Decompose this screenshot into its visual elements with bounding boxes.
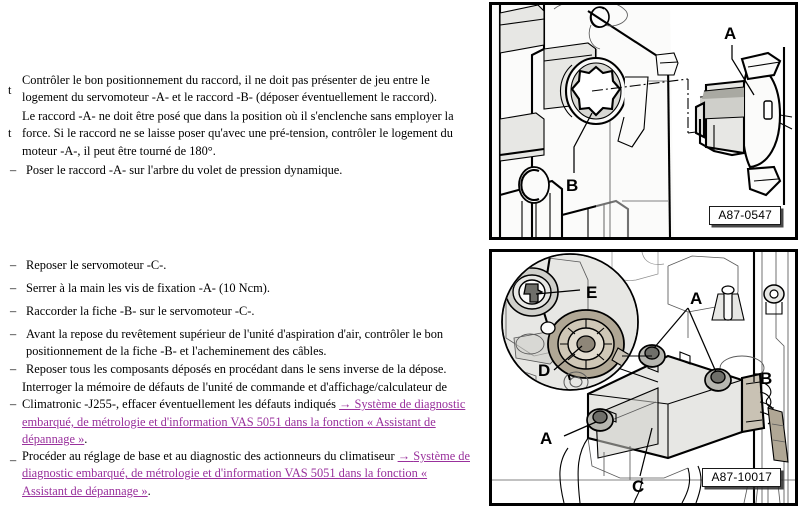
figure-bottom: [489, 249, 798, 506]
margin-marker-note-2: t: [8, 126, 12, 140]
step-7: [22, 379, 472, 449]
figure-bottom-illustration: [492, 252, 795, 503]
note-2-line-3: moteur -A-, il peut être tourné de 180°.: [22, 143, 216, 158]
callout-label-A: A: [724, 24, 737, 43]
step-7-text: Climatronic -J255-, effacer éventuellement les défauts indiqués: [22, 397, 340, 412]
margin-marker-note-1: t: [8, 83, 12, 97]
figure-top-caption: A87-0547: [709, 206, 781, 225]
arrow-right-icon: →: [397, 449, 411, 463]
bullet-step-3: –: [10, 281, 17, 295]
step-7-lead-line: Interroger la mémoire de défauts de l'unité de commande et d'affichage/calculateur de: [22, 380, 447, 394]
callout-label-D: D: [538, 361, 551, 380]
bullet-step-5: –: [10, 327, 17, 341]
callout-label-E: E: [586, 283, 598, 302]
xref-link-label-1: Système de diagnostic embarqué, de métrologie et d'information VAS 5051 dans la fonction « Assistant de dépannage »: [22, 397, 466, 447]
step-1: Poser le raccord -A- sur l'arbre du volet de pression dynamique.: [26, 163, 343, 177]
xref-link-label-2: Système de diagnostic embarqué, de métrologie et d'information VAS 5051 dans la fonction « Assistant de dépannage »: [22, 449, 470, 498]
bullet-step-8: –: [10, 453, 17, 467]
step-8-text: Procéder au réglage de base et au diagnostic des actionneurs du climatiseur: [22, 449, 398, 463]
callout-label-B: B: [566, 176, 579, 195]
note-2-line-1: Le raccord -A- ne doit être posé que dans la position où il s'enclenche sans employer la: [22, 109, 454, 123]
figure-top: [489, 2, 798, 240]
socket-D: [548, 310, 624, 378]
fixing-screw-2: [705, 369, 731, 391]
callout-label-B: B: [760, 369, 773, 388]
note-2-line-2: force. Si le raccord ne se laisse poser qu'avec une pré-tension, contrôler le logement du: [22, 126, 453, 141]
step-5-line-1: Avant la repose du revêtement supérieur de l'unité d'aspiration d'air, contrôler le bon: [26, 327, 444, 341]
callout-label-C: C: [632, 477, 645, 496]
step-8: [22, 448, 474, 500]
step-6: Reposer tous les composants déposés en procédant dans le sens inverse de la dépose.: [26, 362, 447, 376]
step-4: Raccorder la fiche -B- sur le servomoteur -C-.: [26, 304, 255, 318]
figure-top-illustration: [492, 5, 795, 237]
callout-label-A-left: A: [540, 429, 553, 448]
note-1-line-1: Contrôler le bon positionnement du raccord, il ne doit pas présenter de jeu entre le logement: [22, 73, 430, 105]
step-5-line-2: positionnement de la fiche -B- et l'acheminement des câbles.: [26, 344, 327, 359]
callout-label-A-top: A: [690, 289, 703, 308]
step-2: Reposer le servomoteur -C-.: [26, 258, 167, 272]
locating-boss: [519, 167, 549, 203]
bullet-step-2: –: [10, 258, 17, 272]
fixing-screw-3: [587, 409, 613, 431]
step-3: Serrer à la main les vis de fixation -A- (10 Ncm).: [26, 281, 270, 295]
bullet-step-4: –: [10, 304, 17, 318]
step-7-trailing: .: [84, 432, 88, 447]
note-paragraph-1: [22, 72, 474, 107]
mounting-ear: [656, 53, 678, 75]
connector-part-A: [696, 47, 792, 205]
bullet-step-6: –: [10, 362, 17, 376]
note-paragraph-2: [22, 108, 474, 160]
bullet-step-7: –: [10, 397, 17, 411]
step-8-trailing: .: [147, 483, 151, 498]
figure-bottom-caption: A87-10017: [702, 468, 781, 487]
arrow-right-icon: →: [339, 397, 352, 412]
bullet-step-1: –: [10, 163, 17, 177]
step-5: [26, 326, 474, 361]
note-1-line-2: du servomoteur -A- et le raccord -B- (déposer éventuellement le raccord).: [71, 90, 437, 105]
